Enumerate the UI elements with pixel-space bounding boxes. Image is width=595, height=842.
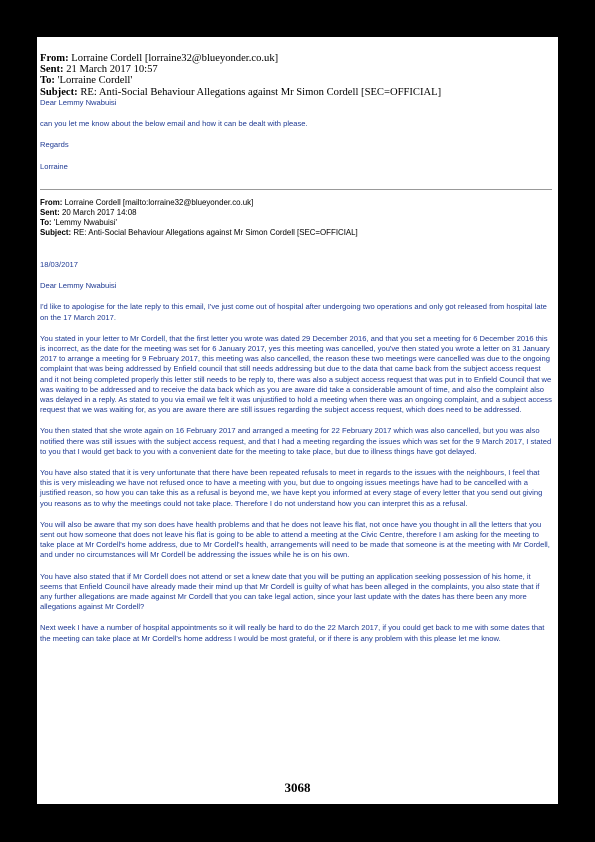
sent-value: 20 March 2017 14:08 (61, 208, 137, 217)
letter-date: 18/03/2017 (40, 260, 79, 269)
paragraph: You will also be aware that my son does have health problems and that he does not leave his flat, not once have you thought in all the letters that you sent out how someone that does not leave his flat is going to be able to attend a meeting at the Civic Centre, therefore I am asking for the meeting to take place at Mr Cordell's home address, due to Mr Cordell's health, arrangements will need to be made that someone is at the meeting with Mr Cordell, and under no circumstances will Mr Cordell be addressing the issues while he is on his own. (40, 519, 550, 560)
greeting: Dear Lemmy Nwabuisi (40, 281, 117, 291)
paragraph: You have also stated that if Mr Cordell does not attend or set a knew date that you will be putting an application seeking possession of his home, it seems that Enfield Council have already made their mind up that Mr Cordell is guilty of what has been alleged in the complaints, you also state that if any further allegations are made against Mr Cordell that you can take legal action, since your last update with the dates has there been any more allegations against Mr Cordell? (40, 571, 540, 612)
paragraph: Next week I have a number of hospital appointments so it will really be hard to do the 22 March 2017, if you could get back to me with some dates that the meeting can take place at Mr Cordell's home address I would be most grateful, or if there is any problem with this please let me know. (40, 623, 545, 643)
from-line: From: Lorraine Cordell [mailto:lorraine32@blueyonder.co.uk] (40, 198, 254, 207)
paragraph: I'd like to apologise for the late reply to this email, I've just come out of hospital after undergoing two operations and only got released from hospital late on the 17 March 2017. (40, 302, 547, 322)
subject-line: Subject: RE: Anti-Social Behaviour Allegations against Mr Simon Cordell [SEC=OFFICIAL] (40, 86, 442, 98)
from-line: From: Lorraine Cordell [lorraine32@blueyonder.co.uk] (40, 53, 279, 64)
email1-body (40, 98, 552, 172)
from-value: Lorraine Cordell [lorraine32@blueyonder.co.uk] (71, 53, 279, 64)
sent-line: Sent: 21 March 2017 10:57 (40, 64, 158, 76)
subject-value: RE: Anti-Social Behaviour Allegations against Mr Simon Cordell [SEC=OFFICIAL] (80, 86, 442, 98)
document-page (37, 37, 558, 804)
to-value: 'Lemmy Nwabuisi' (53, 218, 117, 227)
page-number: 3068 (284, 780, 311, 795)
email-header (40, 53, 555, 98)
signature: Lorraine (40, 161, 68, 171)
paragraph: You have also stated that it is very unfortunate that there have been repeated refusals to meet in regards to the issues with the neighbours, I feel that this is very misleading we have not refused once to have a meeting with you, but due to ongoing issues meetings have had to be cancelled with a justified reason, so how you can take this as a refusal is beyond me, we have kept you informed at every stage of every letter that you send out giving you reasons as to why the meetings could not take place. Therefore I do not understand how you can interpret this as a refusal. (40, 468, 543, 508)
message-text: can you let me know about the below email and how it can be dealt with please. (40, 119, 308, 129)
sent-value: 21 March 2017 10:57 (66, 64, 158, 76)
to-line: To: 'Lemmy Nwabuisi' (40, 218, 117, 227)
to-value: 'Lorraine Cordell' (57, 75, 133, 87)
closing: Regards (40, 140, 69, 150)
subject-line: Subject: RE: Anti-Social Behaviour Allegations against Mr Simon Cordell [SEC=OFFICIAL] (40, 228, 358, 237)
divider (40, 189, 552, 190)
email2-body (40, 260, 552, 644)
paragraph: You stated in your letter to Mr Cordell, that the first letter you wrote was dated 29 December 2016, and that you set a meeting for 6 December 2016 this is incorrect, as the date for the meeting was set for 6 January 2017, yes this meeting was cancelled, you've then stated you wrote a letter on 31 January 2017 to arrange a meeting for 9 February 2017, this meeting was also cancelled, the reason these two meetings were cancelled was due to the ongoing complaint that was being addressed by Enfield council that still needs addressing but due to the data that came back from the subject access request and it not being completed properly this letter still needs to be reply to, there was also a subject access request that was put in to Enfield Council that we was waiting to be addressed and to receive the data back which as you are aware did take a considerable amount of time, and also the complaint also was delayed in a reply. As stated to you via email we felt it was unjustified to hold a meeting when there was an ongoing complaint, and a subject access request that we was waiting for, as you are aware there are still issues regarding the subject access request, which does need to be addressed. (40, 333, 552, 415)
sent-line: Sent: 20 March 2017 14:08 (40, 208, 137, 217)
greeting: Dear Lemmy Nwabuisi (40, 98, 117, 107)
paragraph: You then stated that she wrote again on 16 February 2017 and arranged a meeting for 22 February 2017 which was also cancelled, but you was also notified there was still issues with the subject access request, and that I had a meeting regarding the issues which was set for the 9 March 2017, I stated to you that I would get back to you with a convenient date for the meeting to take place, but due to illness things have got delayed. (40, 426, 552, 456)
quoted-email-header (40, 198, 555, 238)
from-value: Lorraine Cordell [mailto:lorraine32@blueyonder.co.uk] (64, 198, 254, 207)
to-line: To: 'Lorraine Cordell' (40, 75, 133, 87)
subject-value: RE: Anti-Social Behaviour Allegations against Mr Simon Cordell [SEC=OFFICIAL] (73, 228, 358, 237)
